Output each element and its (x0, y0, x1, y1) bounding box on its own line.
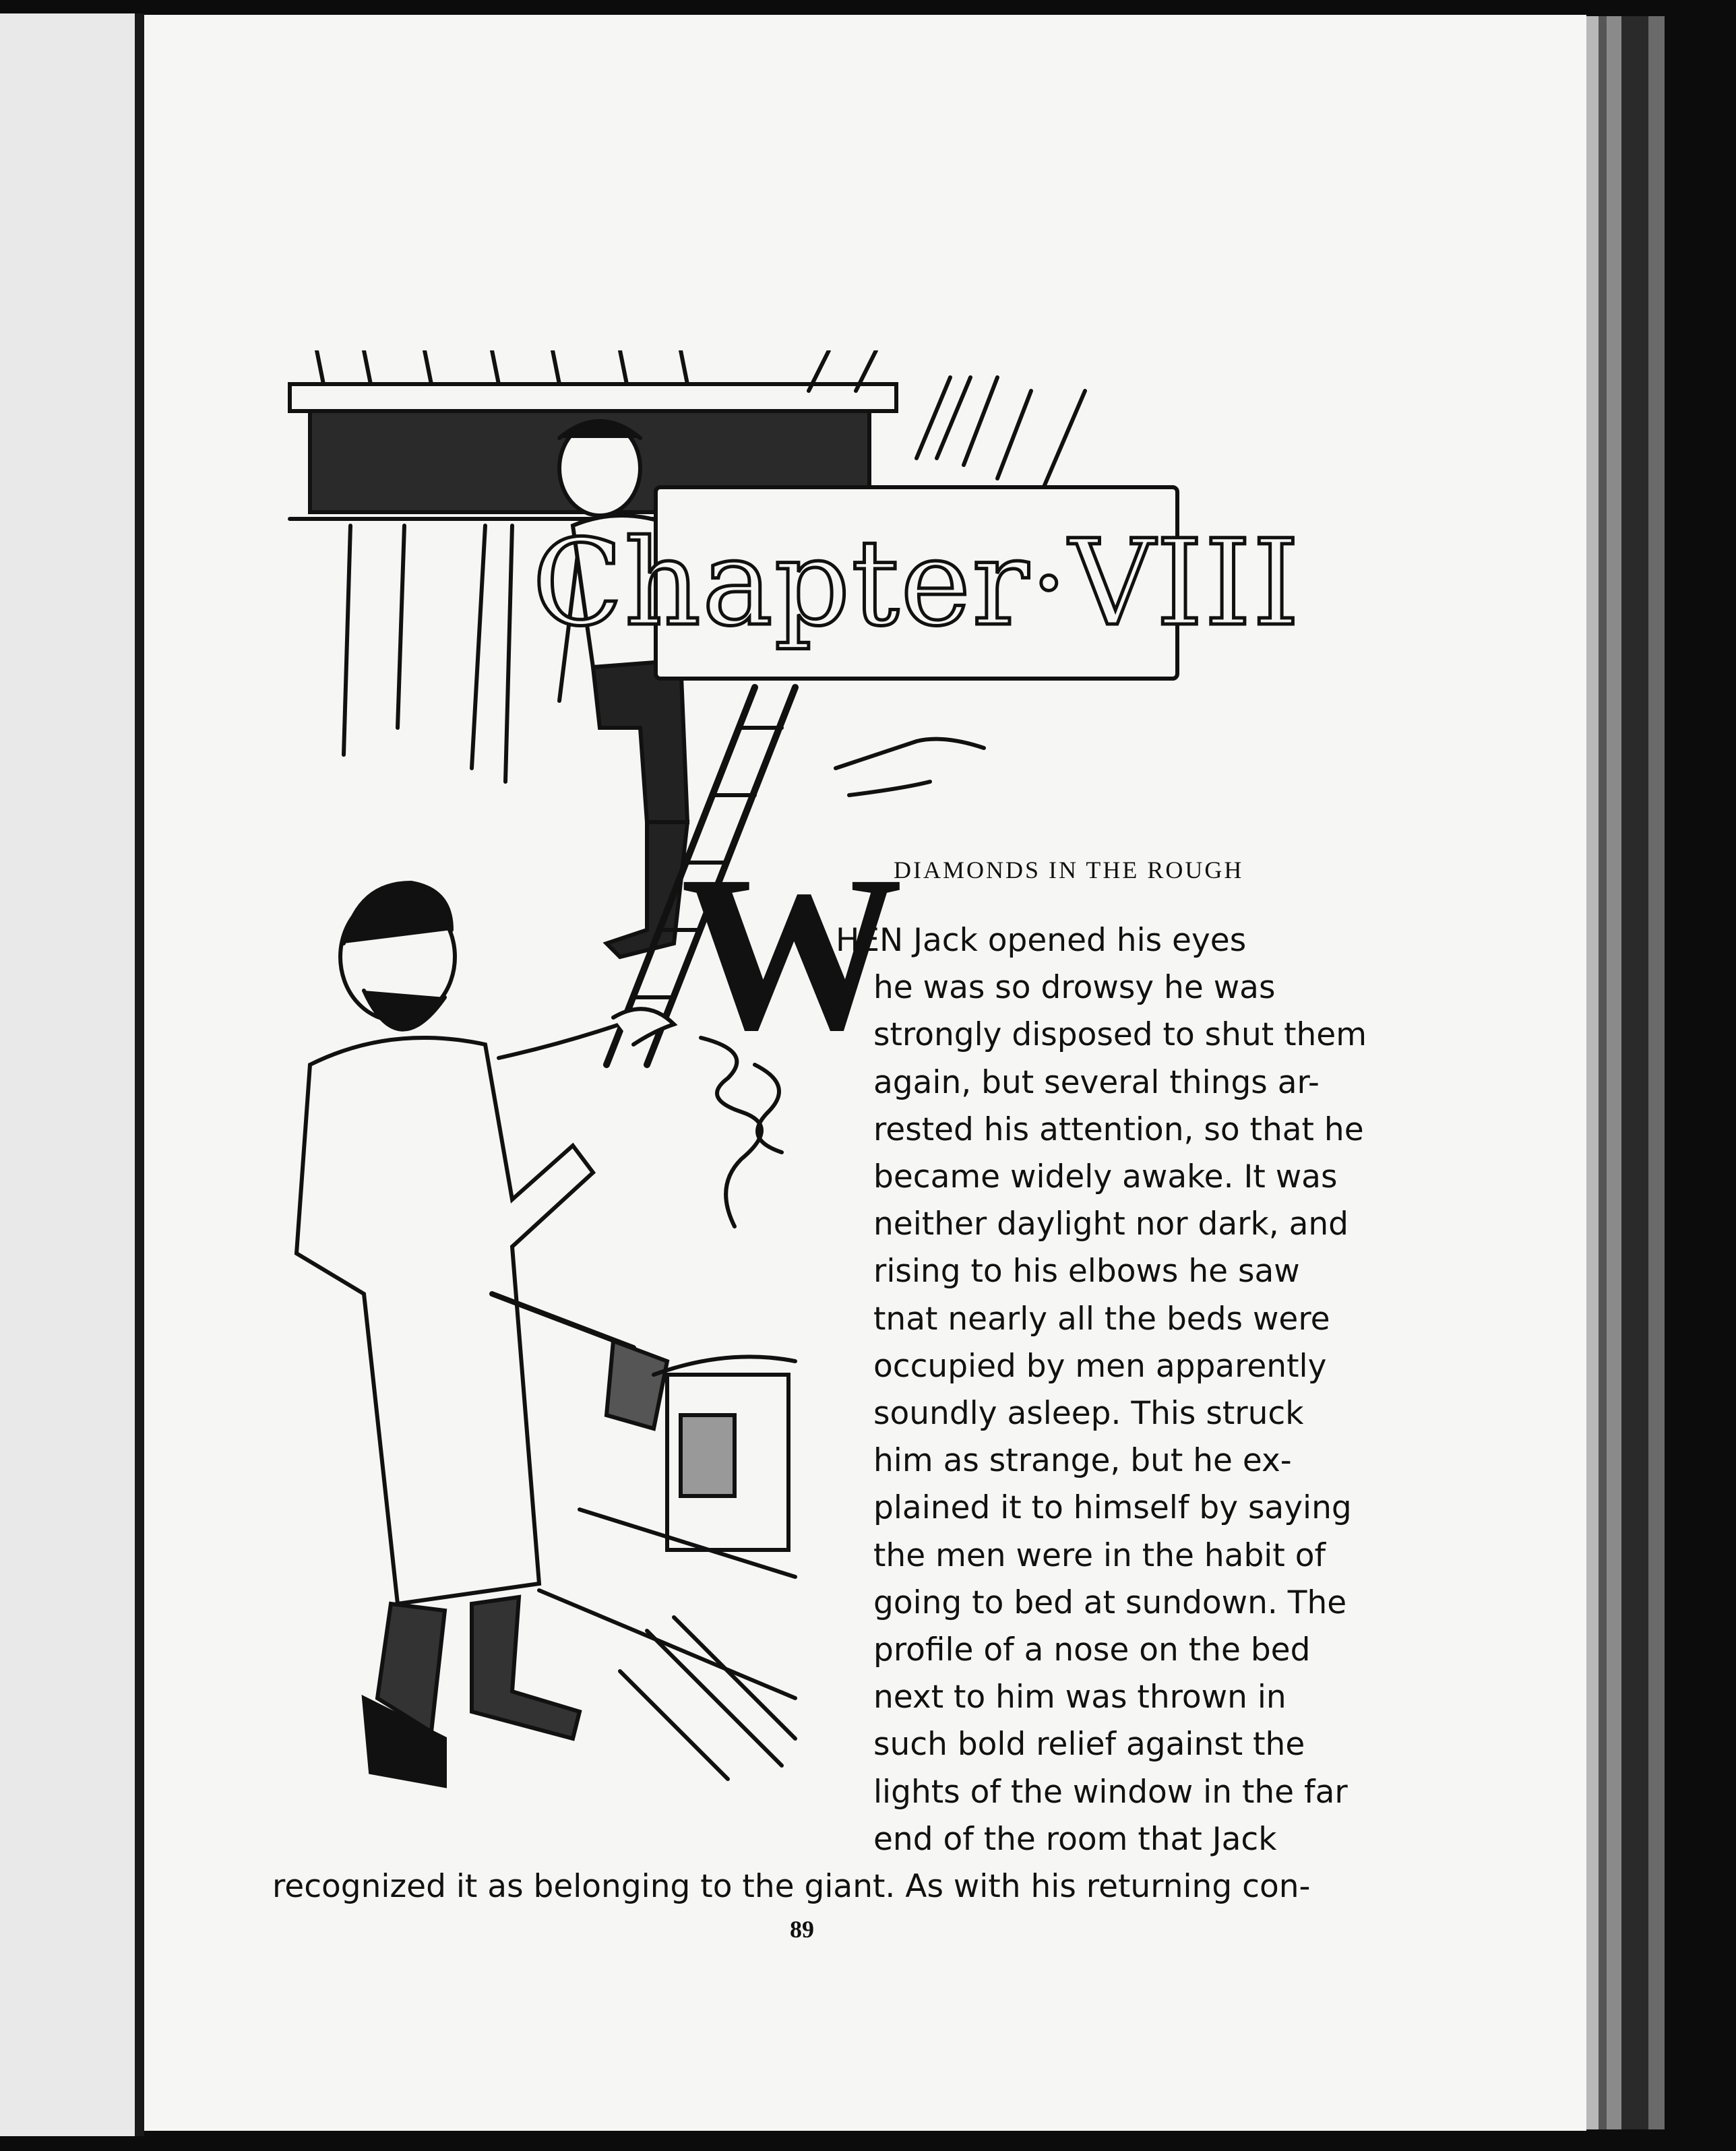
text-line: the men were in the habit of (873, 1536, 1326, 1574)
text-line: such bold relief against the (873, 1726, 1305, 1764)
page-edge (1586, 16, 1599, 2129)
text-line: plained it to himself by saying (873, 1489, 1352, 1527)
page-edge (1648, 16, 1665, 2129)
page-edge (1621, 16, 1648, 2129)
page-edge (1607, 16, 1621, 2129)
text-line: strongly disposed to shut them (873, 1016, 1367, 1054)
chapter-subtitle: DIAMONDS IN THE ROUGH (894, 856, 1244, 883)
chapter-heading-box (532, 485, 1301, 681)
text-line: him as strange, but he ex- (873, 1442, 1292, 1480)
text-line: recognized it as belonging to the giant. As with his returning con- (272, 1868, 1311, 1905)
text-line: tnat nearly all the beds were (873, 1300, 1330, 1338)
text-line: soundly asleep. This struck (873, 1395, 1304, 1432)
text-line: end of the room that Jack (873, 1820, 1277, 1858)
text-line: rested his attention, so that he (873, 1111, 1364, 1148)
chapter-title: Chapter·VIII (532, 513, 1301, 652)
drop-cap: W (681, 830, 903, 1076)
page-edge (1599, 16, 1607, 2129)
text-line: became widely awake. It was (873, 1158, 1338, 1195)
text-line: again, but several things ar- (873, 1063, 1320, 1101)
left-page-strip (0, 13, 135, 2136)
text-line: HEN Jack opened his eyes (836, 922, 1247, 959)
book-gutter (135, 13, 144, 2136)
text-line: neither daylight nor dark, and (873, 1206, 1348, 1243)
text-line: profile of a nose on the bed (873, 1631, 1311, 1669)
page-number: 89 (790, 1916, 814, 1943)
text-line: lights of the window in the far (873, 1773, 1348, 1811)
text-line: going to bed at sundown. The (873, 1584, 1347, 1621)
text-line: next to him was thrown in (873, 1679, 1286, 1716)
text-line: he was so drowsy he was (873, 969, 1276, 1007)
text-line: occupied by men apparently (873, 1347, 1327, 1385)
text-line: rising to his elbows he saw (873, 1253, 1300, 1290)
